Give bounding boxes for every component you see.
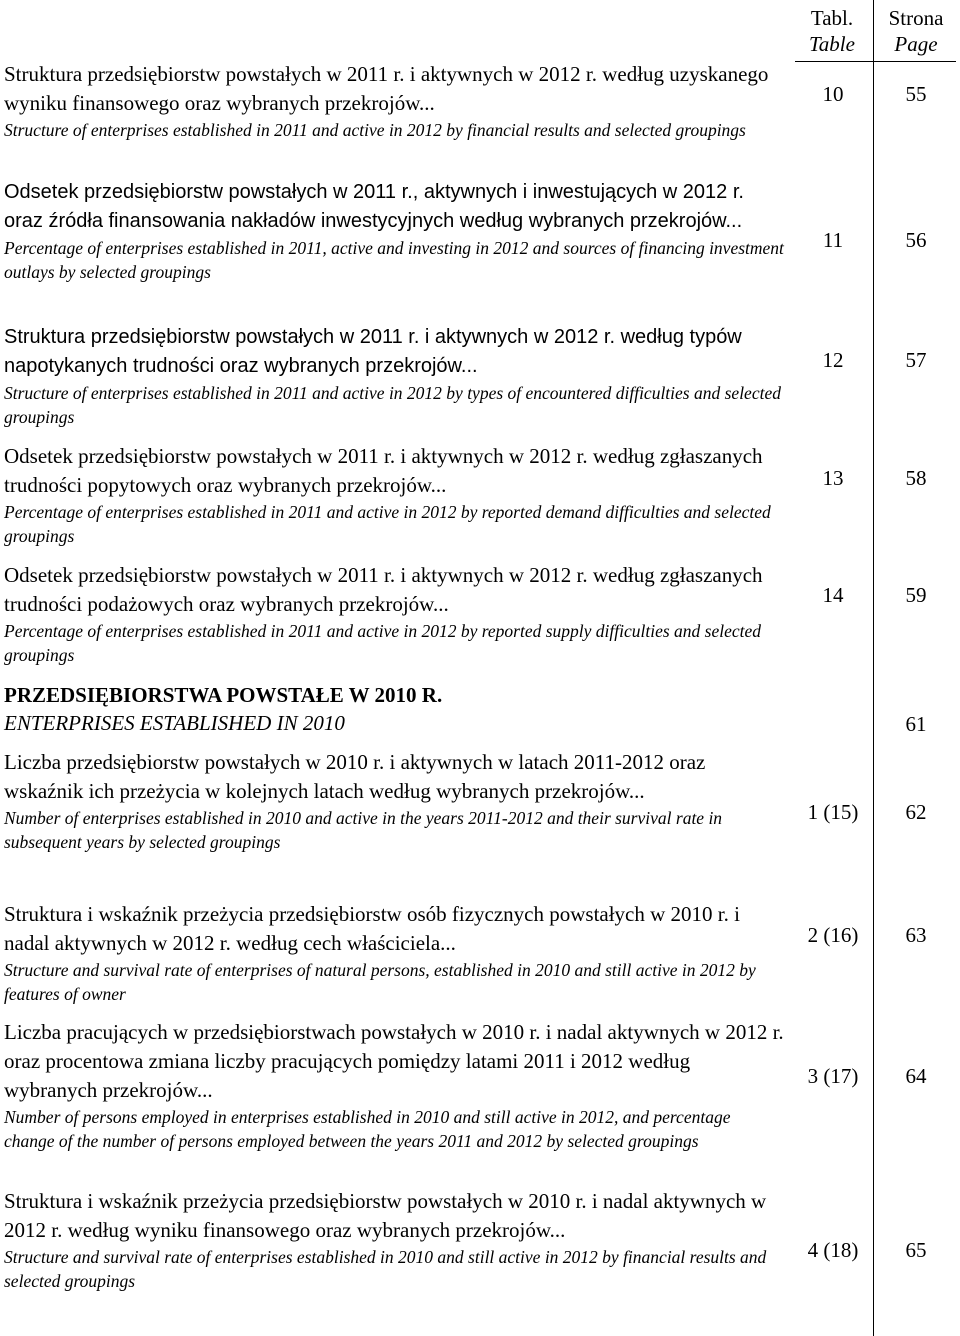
entry-title-pl: Liczba przedsiębiorstw powstałych w 2010 r. i aktywnych w latach 2011-2012 oraz wskaźnik ich przeżycia w kolejnych latach według wybranych przekrojów... bbox=[4, 750, 706, 803]
entry-title-en: Number of persons employed in enterprises established in 2010 and still active in 2012, and percentage change of the number of persons employed between the years 2011 and 2012 by selected groupings bbox=[4, 1107, 731, 1151]
entry-page-number[interactable]: 59 bbox=[905, 583, 927, 607]
column-header-table-pl: Tabl. bbox=[810, 6, 854, 30]
toc-entry[interactable] bbox=[4, 178, 784, 284]
entry-page-number[interactable]: 63 bbox=[905, 923, 927, 947]
entry-page-number[interactable]: 55 bbox=[905, 82, 927, 106]
entry-title-pl: Liczba pracujących w przedsiębiorstwach powstałych w 2010 r. i nadal aktywnych w 2012 r. oraz procentowa zmiana liczby pracujących pomiędzy latami 2011 i 2012 według wybranych przekrojów... bbox=[4, 1020, 784, 1102]
entry-page-number[interactable]: 65 bbox=[905, 1238, 927, 1262]
toc-entry[interactable] bbox=[4, 900, 784, 1006]
entry-page-number[interactable]: 58 bbox=[905, 466, 927, 490]
section-title-en: ENTERPRISES ESTABLISHED IN 2010 bbox=[4, 711, 345, 735]
entry-table-number: 12 bbox=[822, 348, 844, 372]
entry-table-number: 14 bbox=[822, 583, 844, 607]
entry-page-number[interactable]: 57 bbox=[905, 348, 927, 372]
column-header-page-pl: Strona bbox=[888, 6, 944, 30]
toc-entry[interactable] bbox=[4, 748, 784, 854]
entry-table-number: 13 bbox=[822, 466, 844, 490]
entry-title-en: Percentage of enterprises established in 2011 and active in 2012 by reported supply difficulties and selected groupings bbox=[4, 621, 762, 665]
entry-title-pl: Struktura i wskaźnik przeżycia przedsiębiorstw osób fizycznych powstałych w 2010 r. i nadal aktywnych w 2012 r. według cech właściciela... bbox=[4, 902, 740, 955]
section-heading bbox=[4, 681, 784, 737]
section-title-pl: PRZEDSIĘBIORSTWA POWSTAŁE W 2010 R. bbox=[4, 683, 443, 707]
entry-title-en: Structure of enterprises established in 2011 and active in 2012 by types of encountered difficulties and selected groupings bbox=[4, 383, 781, 427]
entry-title-pl: Struktura przedsiębiorstw powstałych w 2011 r. i aktywnych w 2012 r. według typów napotykanych trudności oraz wybranych przekrojów... bbox=[4, 326, 742, 377]
column-header-table bbox=[792, 5, 872, 57]
entry-title-en: Number of enterprises established in 2010 and active in the years 2011-2012 and their survival rate in subsequent years by selected groupings bbox=[4, 808, 723, 852]
entry-title-pl: Struktura przedsiębiorstw powstałych w 2011 r. i aktywnych w 2012 r. według uzyskanego wyniku finansowego oraz wybranych przekrojów... bbox=[4, 62, 769, 115]
section-page-number[interactable]: 61 bbox=[905, 712, 927, 736]
entry-table-number: 4 (18) bbox=[807, 1238, 859, 1262]
entry-table-number: 10 bbox=[822, 82, 844, 106]
entry-title-en: Structure of enterprises established in 2011 and active in 2012 by financial results and selected groupings bbox=[4, 120, 746, 140]
toc-entry[interactable] bbox=[4, 1018, 784, 1153]
toc-entry[interactable] bbox=[4, 60, 784, 142]
toc-entry[interactable] bbox=[4, 1187, 784, 1293]
column-header-table-en: Table bbox=[809, 32, 855, 56]
entry-table-number: 2 (16) bbox=[807, 923, 859, 947]
entry-table-number: 11 bbox=[822, 228, 844, 252]
entry-title-pl: Odsetek przedsiębiorstw powstałych w 2011 r. i aktywnych w 2012 r. według zgłaszanych trudności podażowych oraz wybranych przekrojów... bbox=[4, 563, 763, 616]
entry-title-en: Percentage of enterprises established in 2011 and active in 2012 by reported demand difficulties and selected groupings bbox=[4, 502, 771, 546]
toc-entry[interactable] bbox=[4, 561, 784, 667]
column-header-page-en: Page bbox=[894, 32, 938, 56]
entry-title-en: Percentage of enterprises established in 2011, active and investing in 2012 and sources of financing investment outlays by selected groupings bbox=[4, 238, 784, 282]
entry-title-en: Structure and survival rate of enterprises established in 2010 and still active in 2012 by financial results and selected groupings bbox=[4, 1247, 767, 1291]
entry-title-pl: Struktura i wskaźnik przeżycia przedsiębiorstw powstałych w 2010 r. i nadal aktywnych w 2012 r. według wyniku finansowego oraz wybranych przekrojów... bbox=[4, 1189, 767, 1242]
header-underline bbox=[795, 61, 956, 62]
entry-table-number: 3 (17) bbox=[807, 1064, 859, 1088]
entry-table-number: 1 (15) bbox=[807, 800, 859, 824]
entry-title-pl: Odsetek przedsiębiorstw powstałych w 2011 r. i aktywnych w 2012 r. według zgłaszanych trudności popytowych oraz wybranych przekrojów... bbox=[4, 444, 763, 497]
column-divider bbox=[873, 0, 874, 1336]
column-header-page bbox=[874, 5, 958, 57]
entry-page-number[interactable]: 56 bbox=[905, 228, 927, 252]
entry-title-pl: Odsetek przedsiębiorstw powstałych w 2011 r., aktywnych i inwestujących w 2012 r. oraz źródła finansowania nakładów inwestycyjnych według wybranych przekrojów... bbox=[4, 181, 744, 232]
toc-entry[interactable] bbox=[4, 323, 784, 429]
entry-page-number[interactable]: 64 bbox=[905, 1064, 927, 1088]
entry-title-en: Structure and survival rate of enterprises of natural persons, established in 2010 and still active in 2012 by features of owner bbox=[4, 960, 756, 1004]
toc-entry[interactable] bbox=[4, 442, 784, 548]
entry-page-number[interactable]: 62 bbox=[905, 800, 927, 824]
